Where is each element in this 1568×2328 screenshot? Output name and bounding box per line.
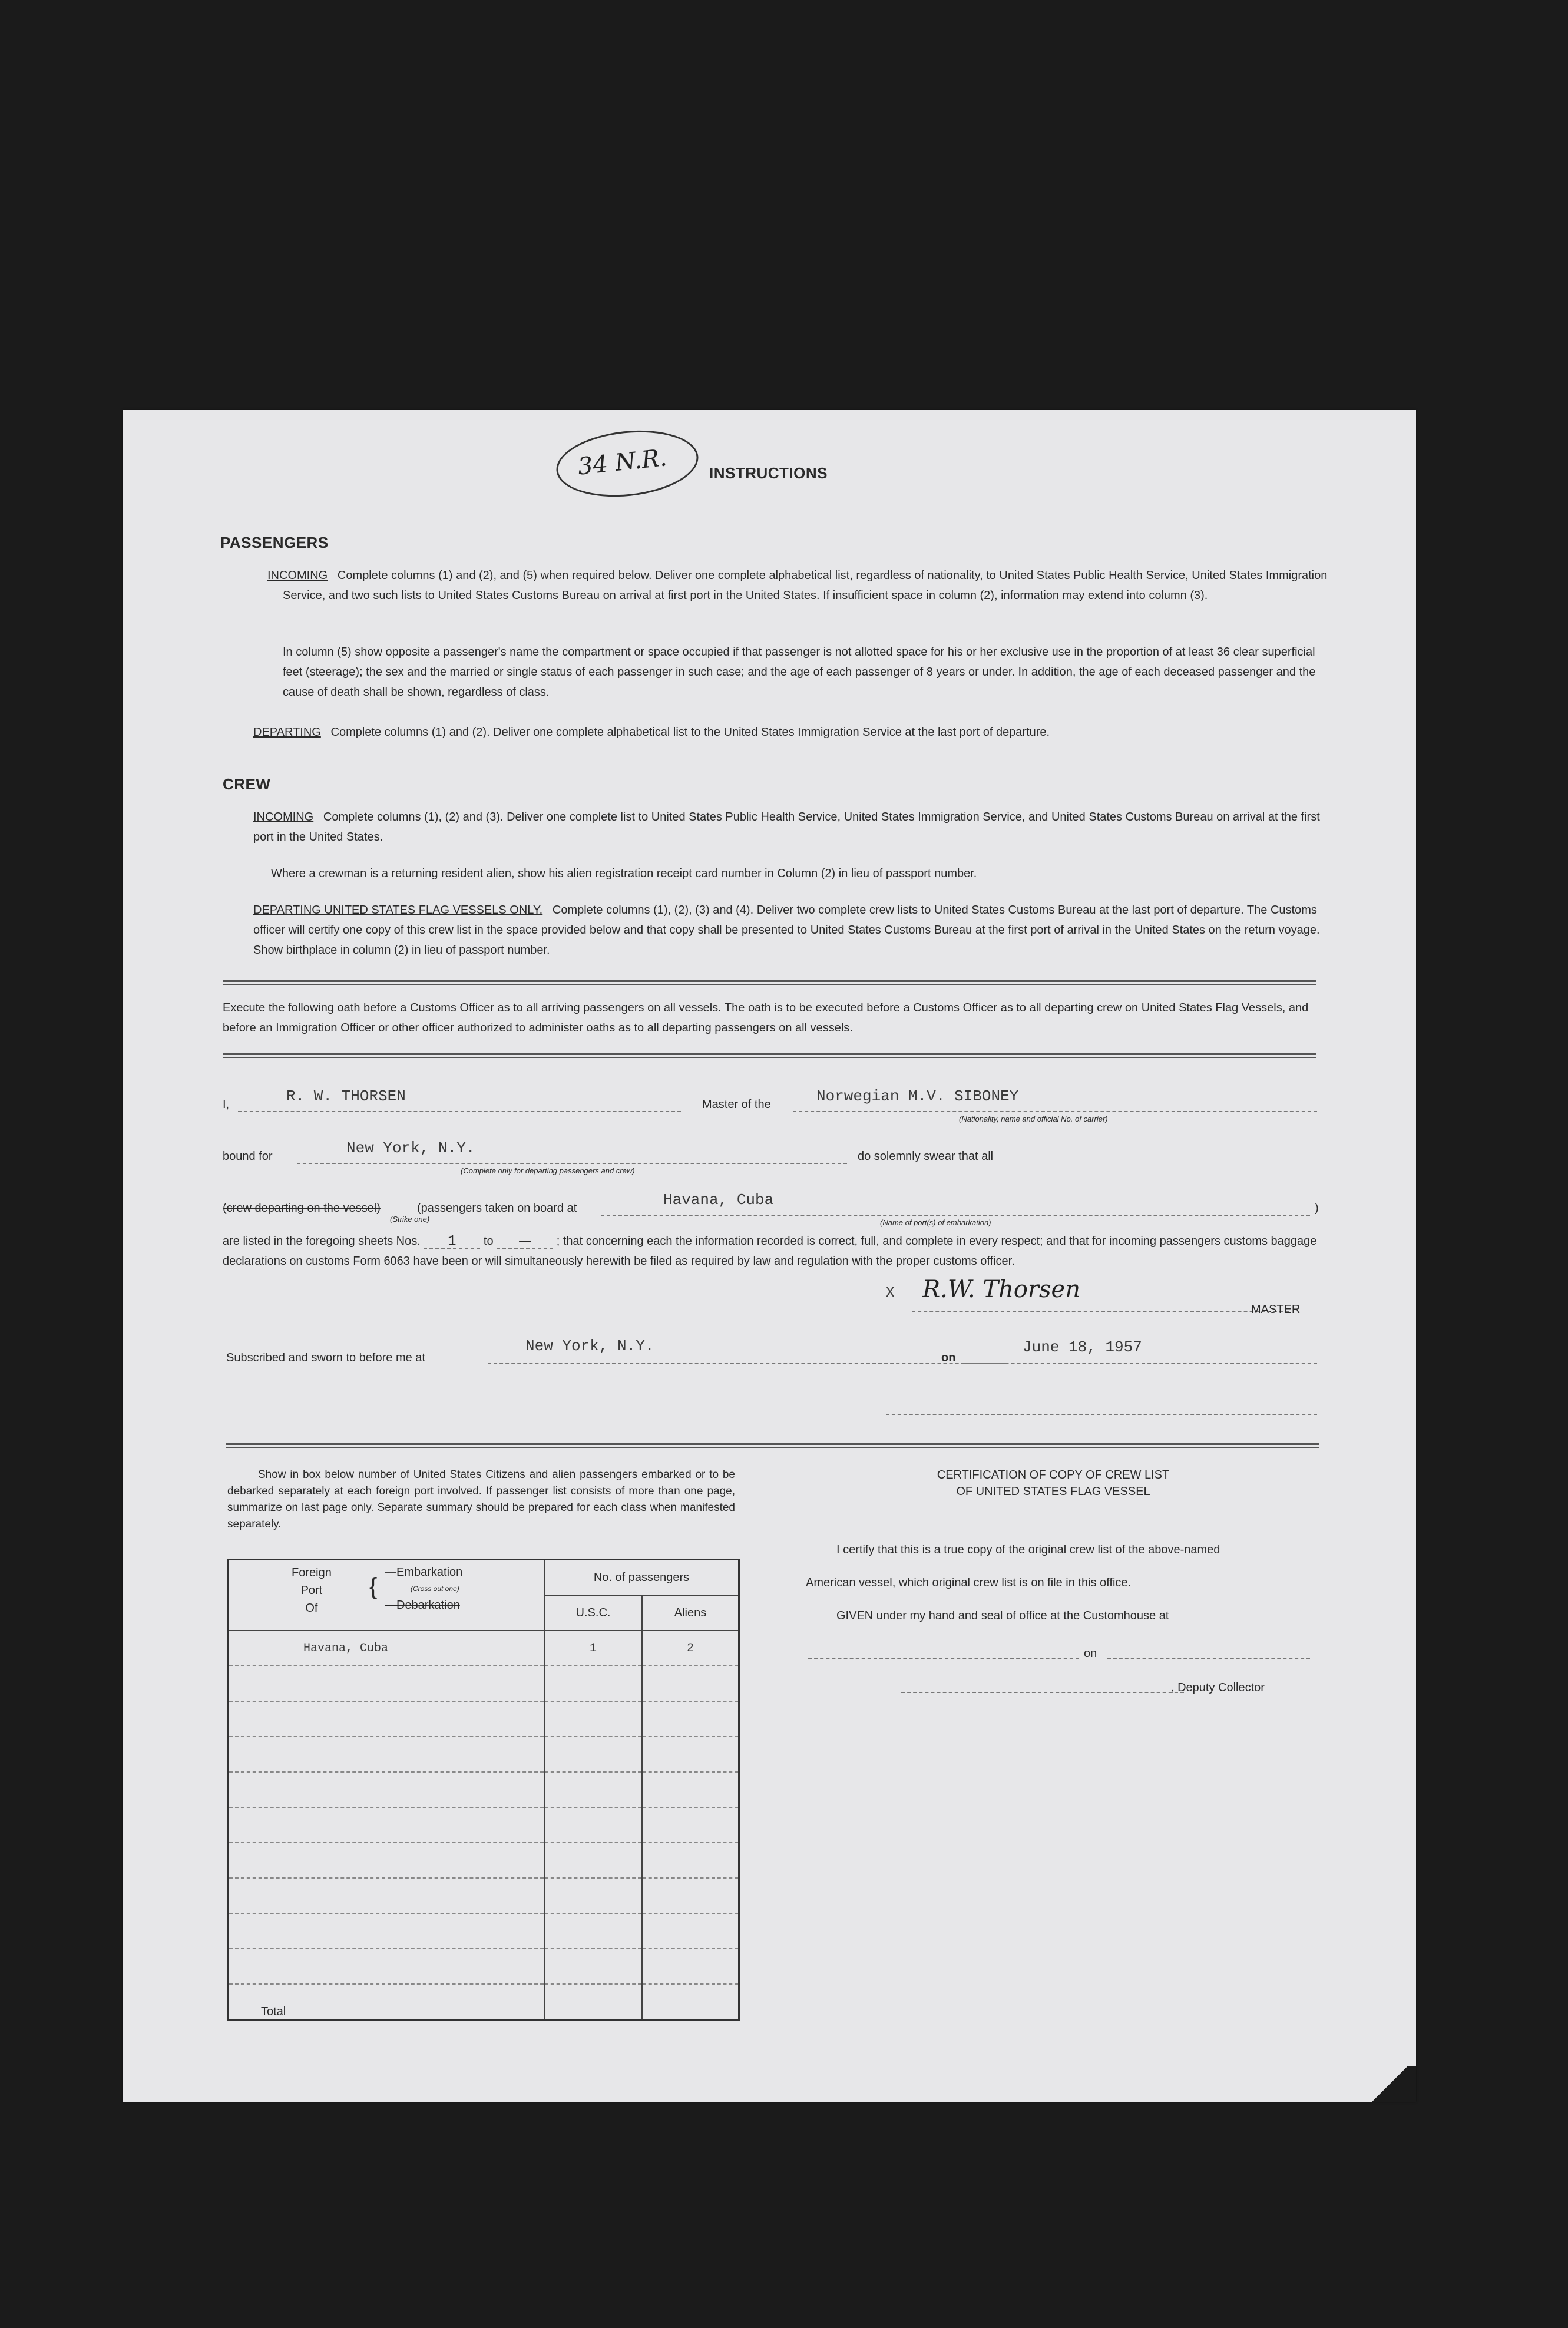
table-row [229, 1631, 739, 1666]
on-label: on [941, 1351, 956, 1364]
handwritten-stamp [553, 424, 702, 504]
cert-text-3: GIVEN under my hand and seal of office at the Customhouse at [836, 1609, 1169, 1622]
crew-resident: Where a crewman is a returning resident alien, show his alien registration receipt card number in Column (2) in lieu of passport number. [271, 867, 977, 880]
table-row [229, 1913, 739, 1949]
strike-caption: (Strike one) [390, 1215, 430, 1223]
sheet-to: — [497, 1235, 553, 1249]
vessel-name: Norwegian M.V. SIBONEY [816, 1087, 1019, 1105]
oath-intro: Execute the following oath before a Customs Officer as to all arriving passengers on all vessels. The oath is to be executed before a Customs Officer as to all departing crew on United States Flag Vessels, and before an Immigration Officer or other officer authorized to administer oaths as to all departing passengers on all vessels. [223, 1001, 1309, 1034]
table-row [229, 1807, 739, 1843]
subscribed-label: Subscribed and sworn to before me at [226, 1351, 425, 1364]
page-title: INSTRUCTIONS [709, 464, 828, 482]
i-label: I, [223, 1098, 230, 1111]
x-mark: X [886, 1285, 895, 1301]
table-row [229, 1666, 739, 1701]
struck-crew-text: (crew departing on the vessel) [223, 1202, 381, 1215]
crew-departing [253, 900, 1328, 960]
crew-departing-label: DEPARTING UNITED STATES FLAG VESSELS ONLY. [253, 904, 543, 917]
passengers-incoming [267, 566, 1343, 606]
swear-text: do solemnly swear that all [858, 1150, 994, 1163]
passengers-taken: (passengers taken on board at [417, 1202, 577, 1215]
summary-instructions: Show in box below number of United States Citizens and alien passengers embarked or to be debarked separately at each foreign port involved. If passenger list consists of more than one page, summarize on last page only. Separate summary should be prepared for each class when manifested separately. [227, 1469, 735, 1530]
table-row [229, 1701, 739, 1737]
cert-title-2: OF UNITED STATES FLAG VESSEL [956, 1485, 1150, 1498]
row-aliens: 2 [642, 1631, 739, 1666]
table-row [229, 1878, 739, 1913]
debarkation-label: —Debarkation [385, 1599, 460, 1612]
listed-text-b: ; that concerning each the information recorded is correct, full, and complete in every respect; and that for incoming passengers customs baggage declarations on customs Form 6063 have been or will simultaneously herewith be filed as required by law and regulation with the proper customs officer. [223, 1235, 1317, 1268]
embark-caption: (Name of port(s) of embarkation) [880, 1218, 991, 1227]
form-sheet [123, 410, 1416, 2102]
passengers-incoming-label: INCOMING [267, 569, 328, 582]
table-row [229, 1737, 739, 1772]
crew-incoming-text: Complete columns (1), (2) and (3). Deliver one complete list to United States Public Health Service, United States Immigration Service, and United States Customs Bureau on arrival at the first port in the United States. [253, 811, 1320, 844]
divider [223, 980, 1316, 985]
master-label: MASTER [1251, 1303, 1301, 1316]
sheet-from: 1 [424, 1235, 480, 1249]
passengers-incoming-text: Complete columns (1) and (2), and (5) when required below. Deliver one complete alphabetical list, regardless of nationality, to United States Public Health Service, United States Immigration Service, and two such lists to United States Customs Bureau on arrival at first port in the United States. If insufficient space in column (2), information may extend into column (3). [283, 569, 1328, 602]
divider [226, 1443, 1319, 1448]
master-of-label: Master of the [702, 1098, 771, 1111]
col-port-a: Foreign [292, 1566, 332, 1579]
passengers-departing-text: Complete columns (1) and (2). Deliver one complete alphabetical list to the United States Immigration Service at the last port of departure. [330, 726, 1050, 739]
row-usc: 1 [544, 1631, 642, 1666]
passengers-departing [253, 722, 1328, 742]
col-port-c: Of [305, 1602, 318, 1615]
total-label: Total [229, 1984, 545, 2020]
close-paren: ) [1315, 1202, 1319, 1215]
master-name: R. W. THORSEN [286, 1087, 406, 1105]
cert-text-2: American vessel, which original crew list is on file in this office. [806, 1576, 1132, 1589]
subscribed-date: June 18, 1957 [1023, 1338, 1142, 1356]
bound-for-value: New York, N.Y. [346, 1139, 475, 1157]
bound-caption: (Complete only for departing passengers and crew) [461, 1166, 635, 1175]
divider [223, 1053, 1316, 1058]
crew-heading: CREW [223, 775, 271, 793]
crew-incoming [253, 807, 1328, 847]
cert-text-1: I certify that this is a true copy of the original crew list of the above-named [836, 1543, 1220, 1556]
deputy-collector-label: , Deputy Collector [1171, 1681, 1265, 1694]
crew-departing-text: Complete columns (1), (2), (3) and (4). Deliver two complete crew lists to United States Customs Bureau at the last port of departure. The Customs officer will certify one copy of this crew list in the space provided below and that copy shall be presented to United States Customs Bureau at the first port of arrival in the United States on the return voyage. Show birthplace in column (2) in lieu of passport number. [253, 904, 1320, 957]
no-of-passengers: No. of passengers [593, 1570, 690, 1584]
table-row [229, 1772, 739, 1807]
sheets-statement [223, 1231, 1318, 1271]
row-port: Havana, Cuba [229, 1631, 545, 1666]
table-row [229, 1843, 739, 1878]
total-row [229, 1984, 739, 2020]
passengers-column5: In column (5) show opposite a passenger's name the compartment or space occupied if that passenger is not allotted space for his or her exclusive use in the proportion of at least 36 clear superficial feet (steerage); the sex and the married or single status of each passenger in such case; and the age of each passenger of 8 years or under. In addition, the age of each deceased passenger and the cause of death shall be shown, regardless of class. [283, 646, 1316, 699]
vessel-caption: (Nationality, name and official No. of carrier) [959, 1115, 1108, 1123]
table-row [229, 1949, 739, 1984]
embark-port: Havana, Cuba [663, 1191, 774, 1209]
stamp-text: 34 N.R. [576, 444, 669, 481]
embarkation-label: —Embarkation [385, 1566, 463, 1579]
crew-incoming-label: INCOMING [253, 811, 314, 824]
to-label: to [483, 1235, 494, 1248]
master-signature: R.W. Thorsen [922, 1276, 1080, 1303]
subscribed-place: New York, N.Y. [525, 1337, 654, 1355]
passengers-heading: PASSENGERS [220, 534, 329, 551]
cert-title [800, 1467, 1306, 1500]
cert-on-label: on [1084, 1647, 1097, 1660]
passengers-departing-label: DEPARTING [253, 726, 321, 739]
passenger-summary-table: Foreign Port Of { —Embarkation (Cross out one) —Debarkation No. of passengers U.S.C. Aliens Havana, Cuba 1 2 Total [227, 1559, 740, 2021]
listed-text-a: are listed in the foregoing sheets Nos. [223, 1235, 421, 1248]
cross-caption: (Cross out one) [411, 1585, 459, 1593]
bound-for-label: bound for [223, 1150, 273, 1163]
usc-header: U.S.C. [544, 1595, 642, 1631]
aliens-header: Aliens [642, 1595, 739, 1631]
cert-title-1: CERTIFICATION OF COPY OF CREW LIST [937, 1469, 1170, 1482]
col-port-b: Port [300, 1584, 323, 1597]
